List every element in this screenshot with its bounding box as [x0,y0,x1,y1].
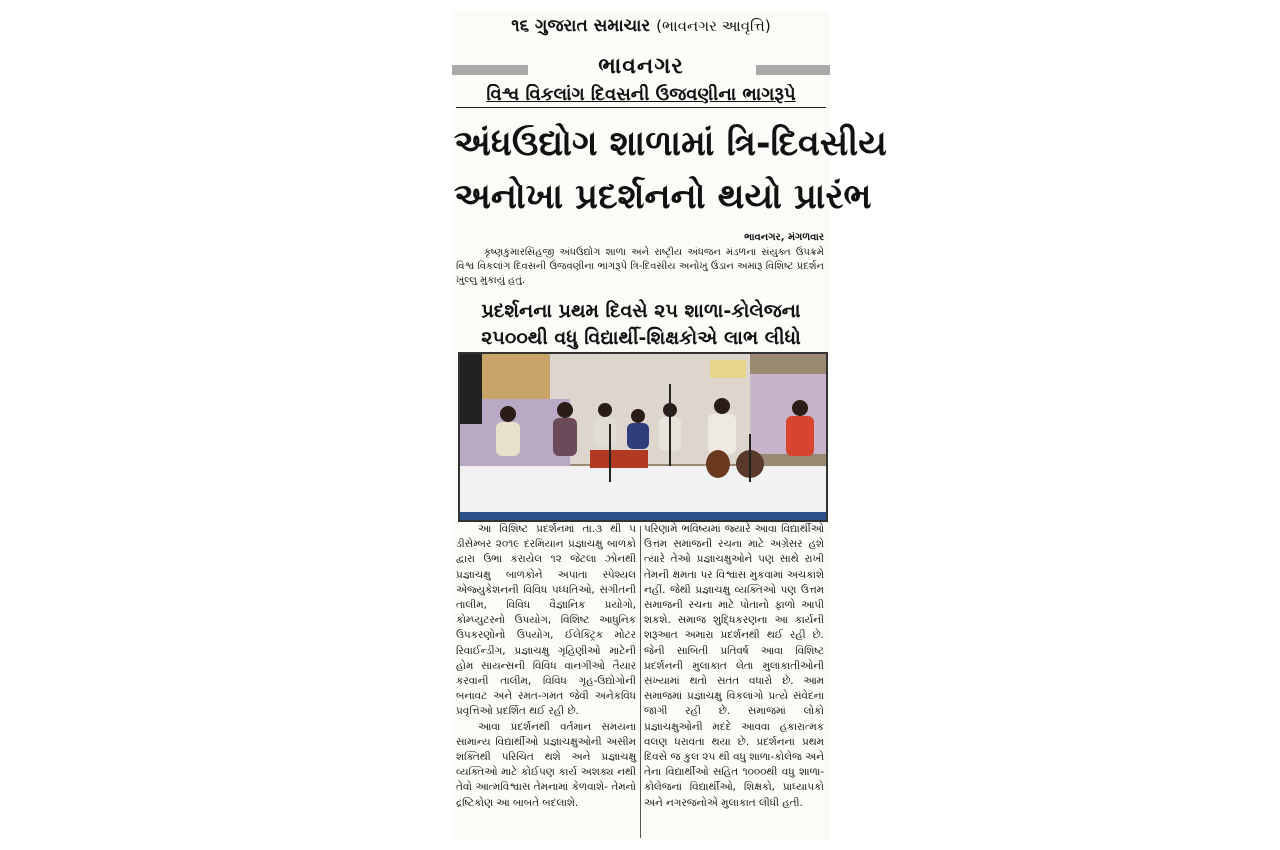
edition-label: (ભાવનગર આવૃત્તિ) [656,17,771,35]
page-number: ૧૬ [511,16,530,36]
body-paragraph: પરિણામે ભવિષ્યમાં જ્યારે આવા વિદ્યાર્થીઓ ઉત્તમ સમાજની રચના માટે અગ્રેસર હશે ત્યારે તેઓ પ્રજ્ઞાચક્ષુઓને પણ સાથે રાખી તેમની ક્ષમતા પર વિશ્વાસ મુકવામાં અચકાશે નહીં. જેથી પ્રજ્ઞાચક્ષુ વ્યક્તિઓ પણ ઉત્તમ સમાજની રચના માટે પોતાનો ફાળો આપી શકશે. સમાજ શુદ્ધિકરણના આ કાર્યની શરૂઆત અમારા પ્રદર્શનથી થઈ રહી છે. જેની સાબિતી પ્રતિવર્ષ આવા વિશિષ્ટ પ્રદર્શનની મુલાકાત લેતા મુલાકાતીઓની સંખ્યામાં થતો સતત વધારો છે. આમ સમાજમાં પ્રજ્ઞાચક્ષુ વિકલાંગો પ્રત્યે સંવેદના જાગી રહી છે. સમાજમાં લોકો પ્રજ્ઞાચક્ષુઓની મદદે આવવા હકારાત્મક વલણ ધરાવતા થયા છે. પ્રદર્શનનાં પ્રથમ દિવસે જ કુલ ૨૫ થી વધુ શાળા-કોલેજ અને તેના વિદ્યાર્થીઓ સહિત ૧૦૦૦થી વધુ શાળા-કોલેજનાં વિદ્યાર્થીઓ, શિક્ષકો, પ્રાધ્યાપકો અને નગરજનોએ મુલાકાત લીધી હતી. [644,523,824,809]
headline-line-2: અનોખા પ્રદર્શનનો થયો પ્રારંભ [454,177,872,217]
body-paragraph: આ વિશિષ્ટ પ્રદર્શનમાં તા.૩ થી ૫ ડીસેમ્બર ૨૦૧૯ દરમિયાન પ્રજ્ઞાચક્ષુ બાળકો દ્વારા ઉભા કરાયેલ ૧૨ જેટલા ઝોનથી પ્રજ્ઞાચક્ષુ બાળકોને અપાતા સ્પેશ્યલ એજ્યુકેશનની વિવિધ પધ્ધતિઓ, સંગીતની તાલીમ, વિવિધ વૈજ્ઞાનિક પ્રયોગો, કોમ્પ્યુટરનો ઉપયોગ, વિશિષ્ટ આધુનિક ઉપકરણોનો ઉપયોગ, ઈલેક્ટ્રિક મોટર રિવાઈન્ડીંગ, પ્રજ્ઞાચક્ષુ ગૃહિણીઓ માટેની હોમ સાયન્સની વિવિધ વાનગીઓ તૈયાર કરવાની તાલીમ, વિવિધ ગૃહ-ઉદ્યોગોની બનાવટ અને રમત-ગમત જેવી અનેકવિધ પ્રવૃત્તિઓ પ્રદર્શિત થઈ રહી છે. [456,523,636,718]
column-divider [640,526,641,838]
subheading-line-1: પ્રદર્શનના પ્રથમ દિવસે ૨૫ શાળા-કોલેજના [481,300,801,322]
body-paragraph: આવા પ્રદર્શનથી વર્તમાન સમયના સામાન્ય વિદ્યાર્થીઓ પ્રજ્ઞાચક્ષુઓની અસીમ શક્તિથી પરિચિત થશે અને પ્રજ્ઞાચક્ષુ વ્યક્તિઓ માટે કોઈપણ કાર્ય અશક્ય નથી તેવો આત્મવિશ્વાસ તેમનામાં કેળવાશે- તેમનો દ્રષ્ટિકોણ આ બાબતે બદલાશે. [456,720,636,809]
kicker-heading: વિશ્વ વિકલાંગ દિવસની ઉજવણીના ભાગરૂપે [456,84,826,108]
right-rule [756,65,830,75]
music-performance-photo [458,352,828,522]
newspaper-clipping [452,10,887,840]
dateline: ભાવનગર, મંગળવાર [744,232,824,243]
intro-paragraph: કૃષ્ણકુમારસિંહજી અંધઉદ્યોગ શાળા અને રાષ્ટ્રીય અંધજન મંડળના સંયુક્ત ઉપક્રમે વિશ્વ વિકલાંગ દિવસની ઉજવણીના ભાગરૂપે ત્રિ-દિવસીય અનોખુ ઉડાન અમારૂ વિશિષ્ટ પ્રદર્શન ખુલ્લુ મુકાયું હતું. [456,247,824,286]
paper-name: ગુજરાત સમાચાર [535,16,651,36]
subheading-line-2: ૨૫૦૦થી વધુ વિદ્યાર્થી-શિક્ષકોએ લાભ લીધો [481,327,801,349]
city-name: ભાવનગર [598,54,684,79]
body-column-2 [644,522,824,811]
photo-stage-band [460,512,826,520]
photo-illustration [460,354,826,520]
masthead [452,16,830,36]
body-column-1 [456,522,636,811]
article-body [456,522,826,840]
headline-line-1: અંધઉદ્યોગ શાળામાં ત્રિ-દિવસીય [454,124,887,164]
city-section-bar [452,54,830,82]
